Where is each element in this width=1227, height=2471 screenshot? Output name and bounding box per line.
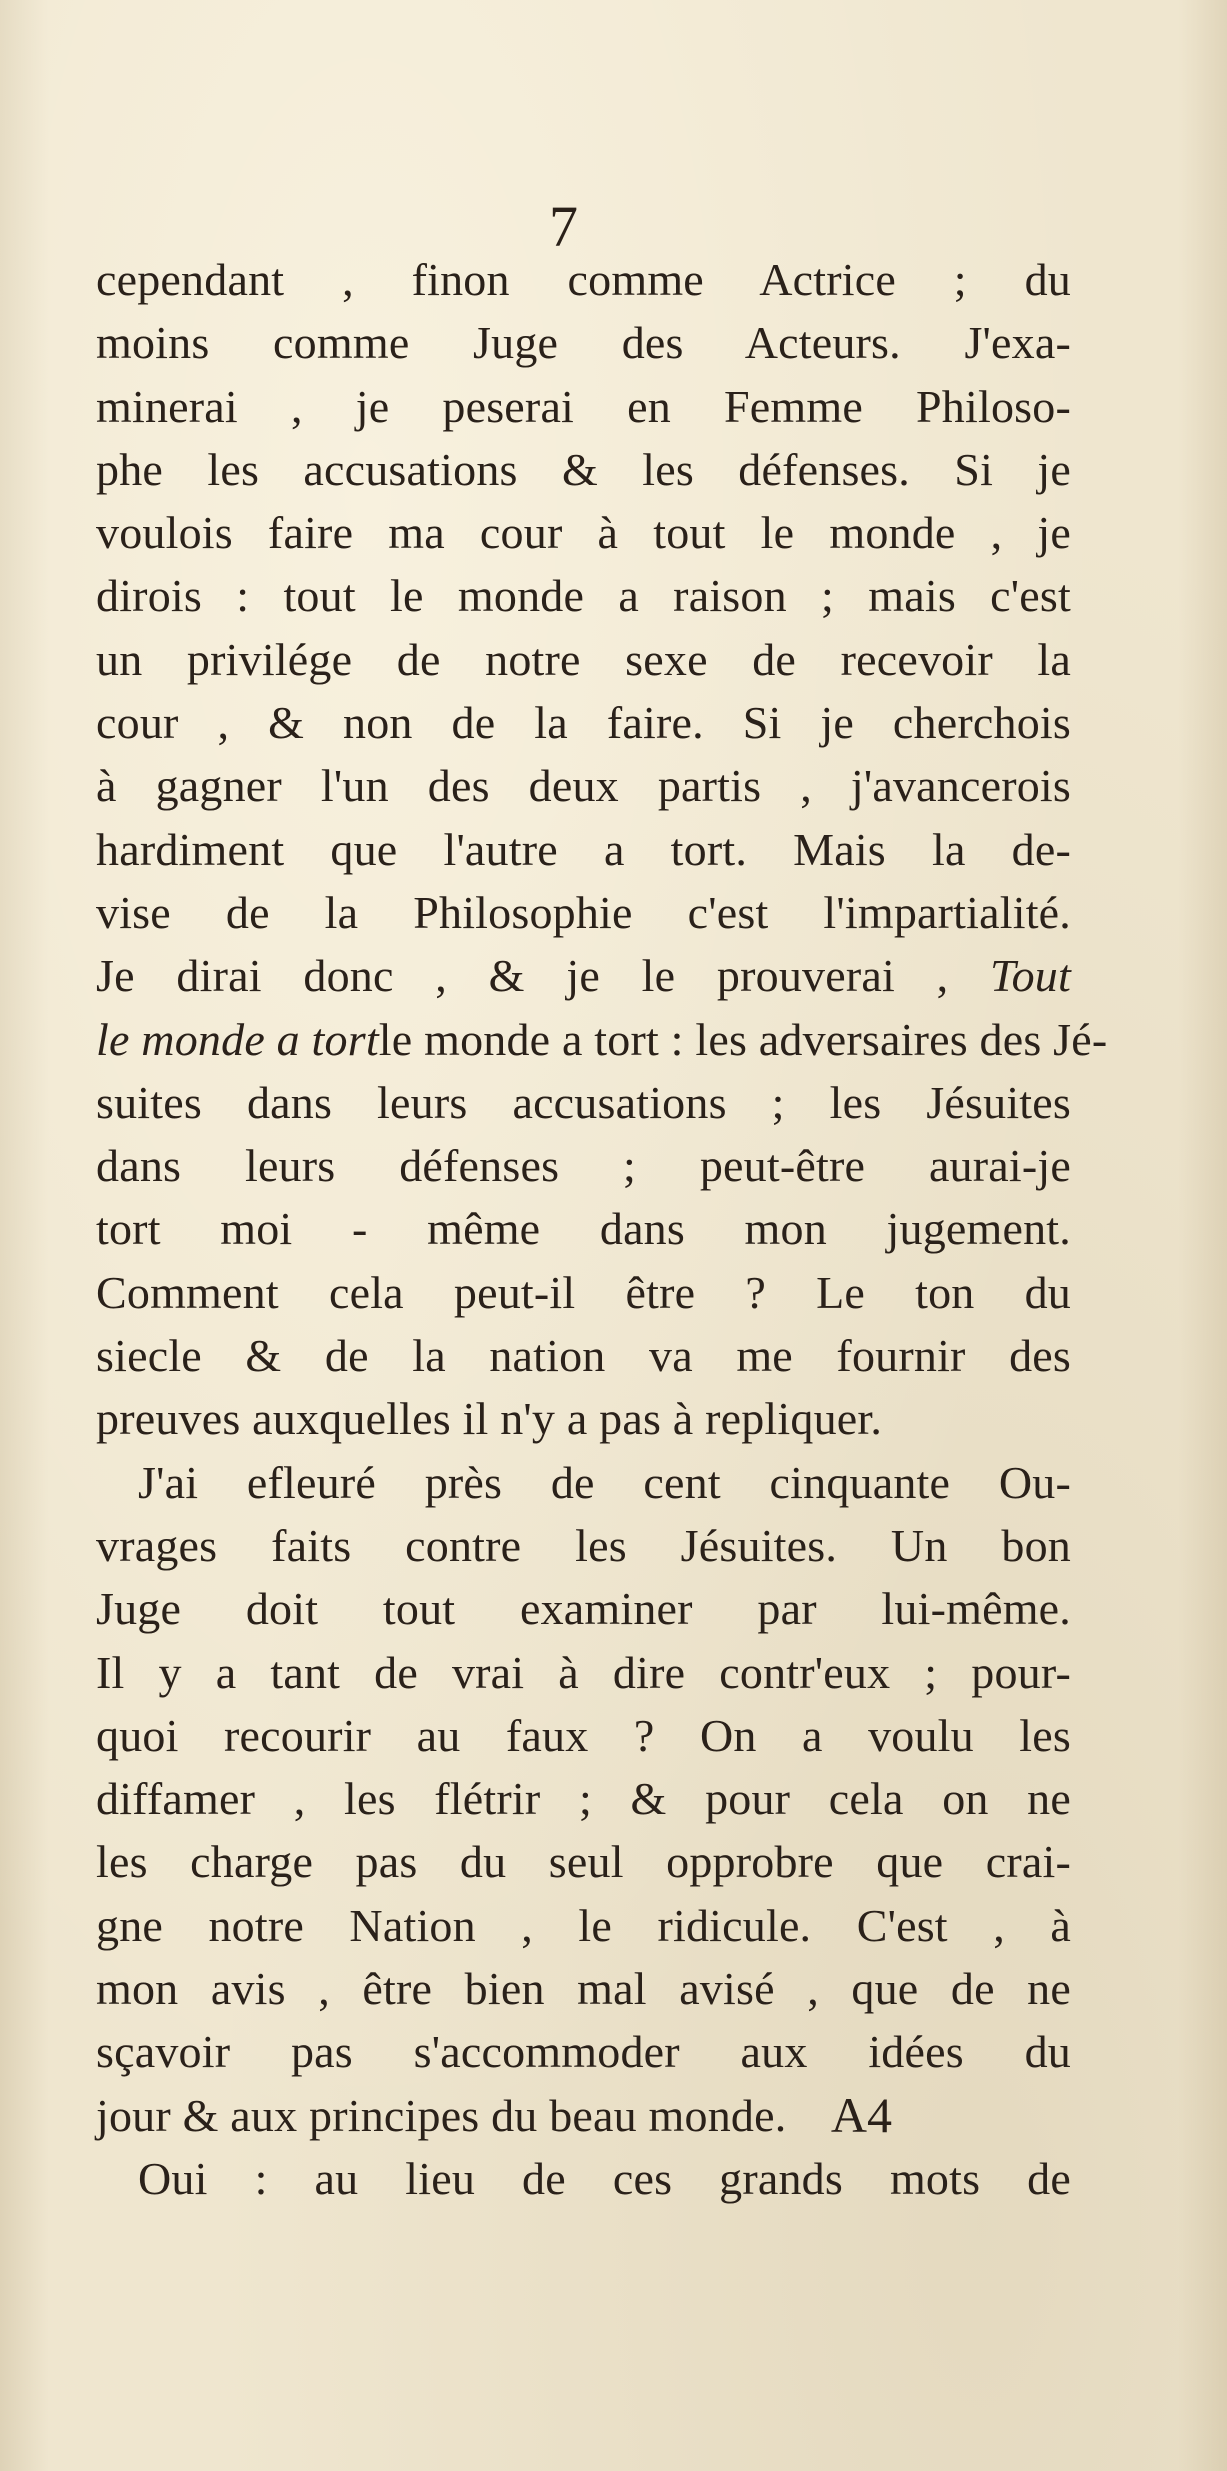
text-line: Juge doit tout examiner par lui-même. xyxy=(96,1583,1071,1635)
text-segment: les adversaires des Jé- xyxy=(695,1013,1108,1065)
text-line: phe les accusations & les défenses. Si je xyxy=(96,443,1071,495)
text-line: mon avis , être bien mal avisé , que de ne xyxy=(96,1963,1071,2015)
text-line-with-italic xyxy=(96,1008,1108,1071)
text-line-with-italic xyxy=(96,944,1071,1007)
text-line: cour , & non de la faire. Si je cherchois xyxy=(96,697,1071,749)
text-line: voulois faire ma cour à tout le monde , je xyxy=(96,507,1071,559)
text-line: J'ai efleuré près de cent cinquante Ou- xyxy=(138,1456,1071,1508)
text-line: Comment cela peut-il être ? Le ton du xyxy=(96,1266,1071,1318)
text-line: à gagner l'un des deux partis , j'avancerois xyxy=(96,760,1071,812)
text-line: moins comme Juge des Acteurs. J'exa- xyxy=(96,317,1071,369)
text-line: dans leurs défenses ; peut-être aurai-je xyxy=(96,1140,1071,1192)
text-line: jour & aux principes du beau monde. xyxy=(96,2089,787,2141)
italic-segment: le monde a tort xyxy=(96,1013,379,1065)
signature-mark: A4 xyxy=(830,2087,892,2143)
text-line: tort moi - même dans mon jugement. xyxy=(96,1203,1071,1255)
text-line: quoi recourir au faux ? On a voulu les xyxy=(96,1709,1071,1761)
text-line: gne notre Nation , le ridicule. C'est , à xyxy=(96,1899,1071,1951)
text-segment: le monde a tort : xyxy=(378,1013,696,1065)
italic-segment: Tout xyxy=(990,950,1071,1002)
text-line: vrages faits contre les Jésuites. Un bon xyxy=(96,1519,1071,1571)
text-line: suites dans leurs accusations ; les Jésuites xyxy=(96,1076,1071,1128)
body-text xyxy=(96,248,1108,2210)
text-line: hardiment que l'autre a tort. Mais la de- xyxy=(96,823,1071,875)
text-line: Oui : au lieu de ces grands mots de xyxy=(138,2152,1071,2204)
text-line: les charge pas du seul opprobre que crai- xyxy=(96,1836,1071,1888)
text-line: minerai , je peserai en Femme Philoso- xyxy=(96,380,1071,432)
text-line: preuves auxquelles il n'y a pas à repliquer. xyxy=(96,1393,883,1445)
text-line: dirois : tout le monde a raison ; mais c'est xyxy=(96,570,1071,622)
text-line: diffamer , les flétrir ; & pour cela on ne xyxy=(96,1773,1071,1825)
text-line: un privilége de notre sexe de recevoir la xyxy=(96,633,1071,685)
page-number: 7 xyxy=(549,194,578,259)
text-line: Il y a tant de vrai à dire contr'eux ; pour- xyxy=(96,1646,1071,1698)
text-segment: Je dirai donc , & je le prouverai , xyxy=(96,950,991,1002)
text-line: siecle & de la nation va me fournir des xyxy=(96,1330,1071,1382)
text-line: vise de la Philosophie c'est l'impartialité. xyxy=(96,886,1071,938)
text-line: sçavoir pas s'accommoder aux idées du xyxy=(96,2026,1071,2078)
text-line: cependant , finon comme Actrice ; du xyxy=(96,254,1071,305)
